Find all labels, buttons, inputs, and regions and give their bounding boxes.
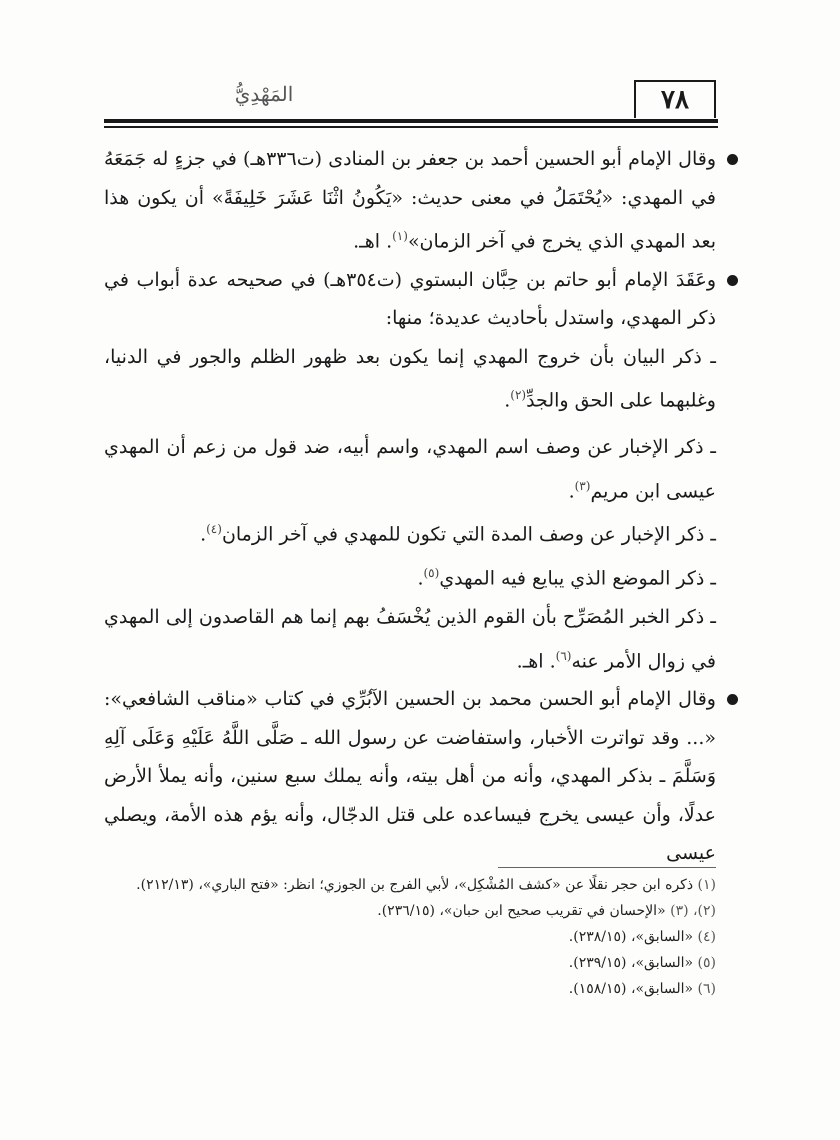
paragraph-ibn-hibban: وعَقَدَ الإمام أبو حاتم بن حِبَّان البستوي (ت٣٥٤هـ) في صحيحه عدة أبواب في ذكر المهدي، واستدل بأحاديث عديدة؛ منها:	[104, 261, 716, 338]
footnote-item: (٢)، (٣) «الإحسان في تقريب صحيح ابن حبان»، (٢٣٦/١٥).	[377, 903, 716, 919]
main-text	[104, 140, 716, 873]
chapter-item: ـ ذكر الإخبار عن وصف المدة التي تكون للمهدي في آخر الزمان$^{(٤)}$.	[200, 522, 716, 546]
chapter-item: ـ ذكر الإخبار عن وصف اسم المهدي، واسم أبيه، ضد قول من زعم أن المهدي عيسى ابن مريم$^{(٣)}$.	[104, 436, 716, 502]
bullet-icon	[727, 275, 738, 286]
footnote-item: (٥) «السابق»، (٢٣٩/١٥).	[568, 955, 716, 971]
page-header	[104, 76, 716, 120]
chapter-item: ـ ذكر الخبر المُصَرِّح بأن القوم الذين يُخْسَفُ بهم إنما هم القاصدون إلى المهدي في زوال الأمر عنه$^{(٦)}$. اهـ.	[104, 606, 716, 672]
chapter-item: ـ ذكر البيان بأن خروج المهدي إنما يكون بعد ظهور الظلم والجور في الدنيا، وغلبهما على الحق والجدِّ$^{(٢)}$.	[104, 345, 716, 412]
footnote-item: (١) ذكره ابن حجر نقلًا عن «كشف المُشْكِل»، لأبي الفرج بن الجوزي؛ انظر: «فتح الباري»، (٢١٢/١٣).	[136, 877, 716, 893]
bullet-icon	[727, 154, 738, 165]
page-number: ٧٨	[634, 80, 716, 118]
footnote-ref[interactable]: (٤)	[206, 522, 222, 537]
paragraph-ibn-almunadi: وقال الإمام أبو الحسين أحمد بن جعفر بن المنادى (ت٣٣٦هـ) في جزءٍ له جَمَعَهُ في المهدي: «يُحْتَمَلُ في معنى حديث: «يَكُونُ اثْنَا عَشَرَ خَلِيفَةً» أن يكون هذا بعد المهدي الذي يخرج في آخر الزمان»$^{(١)}$. اهـ.	[104, 140, 716, 261]
header-rule-thin	[104, 126, 718, 128]
footnote-item: (٤) «السابق»، (٢٣٨/١٥).	[568, 929, 716, 945]
footnote-ref[interactable]: (٥)	[423, 566, 440, 581]
footnote-ref[interactable]: (٣)	[574, 478, 591, 493]
running-title: المَهْدِيُّ	[234, 82, 294, 106]
footnote-ref[interactable]: (١)	[392, 229, 408, 243]
header-rule-thick	[104, 119, 718, 123]
footnote-ref[interactable]: (٦)	[555, 648, 572, 663]
footnote-separator	[498, 867, 716, 868]
footnote-item: (٦) «السابق»، (١٥٨/١٥).	[568, 981, 716, 997]
footnotes	[104, 872, 716, 1002]
footnote-ref[interactable]: (٢)	[510, 388, 527, 403]
chapter-item: ـ ذكر الموضع الذي يبايع فيه المهدي$^{(٥)}$.	[417, 566, 716, 590]
paragraph-alaburri: وقال الإمام أبو الحسن محمد بن الحسين الآبُرِّي في كتاب «مناقب الشافعي»: «... وقد تواترت الأخبار، واستفاضت عن رسول الله ـ صَلَّى اللَّهُ عَلَيْهِ وَعَلَى آلِهِ وَسَلَّمَ ـ بذكر المهدي، وأنه من أهل بيته، وأنه يملك سبع سنين، وأنه يملأ الأرض عدلًا، وأن عيسى يخرج فيساعده على قتل الدجّال، وأنه يؤم هذه الأمة، ويصلي عيسى	[104, 680, 716, 873]
bullet-icon	[727, 694, 738, 705]
